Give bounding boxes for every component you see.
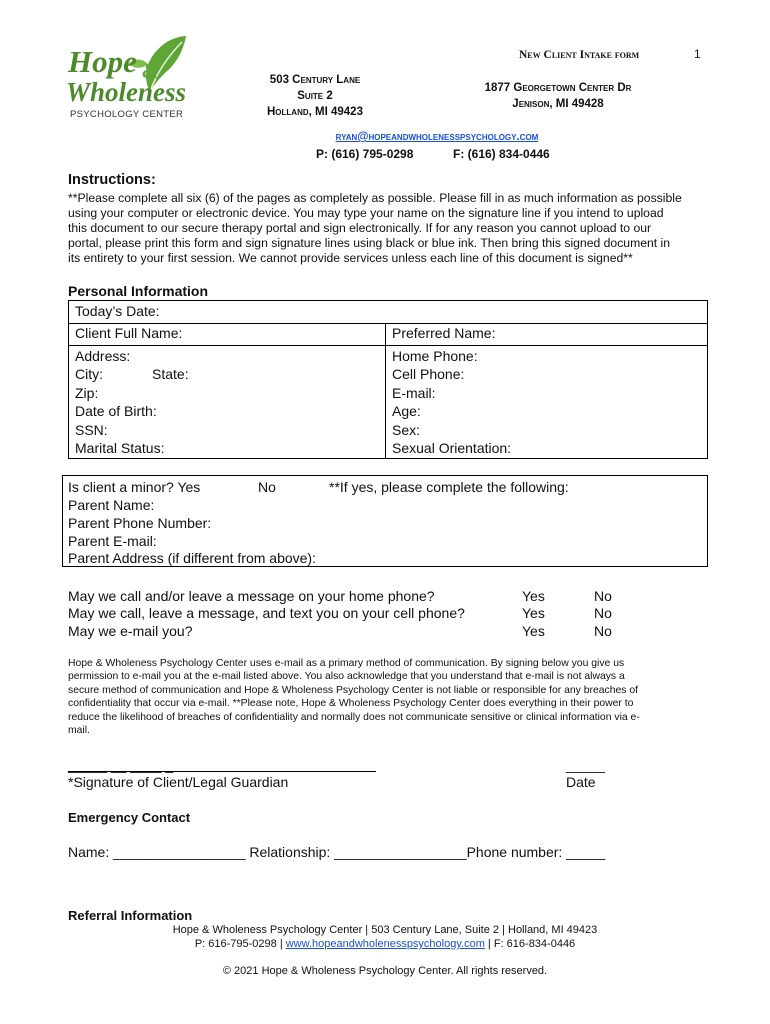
minor-no-option[interactable]: No	[258, 479, 276, 495]
footer-contact	[0, 938, 770, 951]
client-full-name-field[interactable]: Client Full Name:	[75, 325, 183, 341]
address-holland-line1: 503 Century Lane	[269, 74, 361, 86]
city-field[interactable]: City:	[75, 366, 103, 382]
address-jenison-line1: 1877 Georgetown Center Dr	[484, 82, 632, 94]
instructions-line: **Please complete all six (6) of the pages as completely as possible. Please fill in as much information as possible	[68, 191, 682, 205]
signature-underline: _____ __ ____ _	[68, 757, 174, 773]
table-divider	[68, 345, 708, 346]
instructions-heading: Instructions:	[68, 172, 156, 188]
instructions-line: its entirety to your first session. We cannot provide services unless each line of this document is signed**	[68, 251, 633, 265]
email-notice-line: mail.	[68, 725, 90, 737]
dob-field[interactable]: Date of Birth:	[75, 403, 157, 419]
logo-word-wholeness: Wholeness	[66, 77, 187, 107]
address-jenison-line2: Jenison, MI 49428	[512, 98, 604, 110]
email-notice-line: secure method of communication and Hope & Wholeness Psychology Center is not liable or responsible for any breaches of	[68, 684, 639, 696]
contact-home-no[interactable]: No	[594, 588, 612, 604]
minor-note: **If yes, please complete the following:	[329, 479, 569, 495]
emergency-contact-fields[interactable]: Name: _________________ Relationship: _________________Phone number: _____	[68, 844, 606, 860]
todays-date-field[interactable]: Today’s Date:	[75, 303, 160, 319]
contact-cell-yes[interactable]: Yes	[522, 605, 545, 621]
logo-ampersand: &	[142, 58, 160, 83]
contact-cell-no[interactable]: No	[594, 605, 612, 621]
cell-phone-field[interactable]: Cell Phone:	[392, 366, 465, 382]
date-line[interactable]: _____	[566, 757, 605, 773]
instructions-line: portal, please print this form and sign signature lines using black or blue ink. Then bring this signed document in	[68, 236, 671, 250]
email-notice-line: permission to e-mail you at the e-mail listed above. You also acknowledge that you understand that e-mail is not always a	[68, 671, 625, 683]
state-field[interactable]: State:	[152, 366, 189, 382]
footer-copyright: © 2021 Hope & Wholeness Psychology Center. All rights reserved.	[222, 965, 548, 977]
form-title: New Client Intake form	[519, 49, 640, 61]
address-field[interactable]: Address:	[75, 348, 131, 364]
email-link[interactable]: ryan@hopeandwholenesspsychology.com	[335, 131, 539, 143]
marital-status-field[interactable]: Marital Status:	[75, 440, 165, 456]
logo-word-hope: Hope	[68, 44, 137, 79]
email-notice-line: Hope & Wholeness Psychology Center uses e-mail as a primary method of communication. By signing below you give us	[68, 658, 625, 669]
zip-field[interactable]: Zip:	[75, 385, 99, 401]
address-holland-line3: Holland, MI 49423	[267, 106, 363, 118]
address-holland-line2: Suite 2	[297, 90, 333, 102]
contact-email-yes[interactable]: Yes	[522, 623, 545, 639]
phone-number: P: (616) 795-0298	[316, 147, 414, 161]
footer-website-link[interactable]: www.hopeandwholenesspsychology.com	[285, 938, 485, 950]
sex-field[interactable]: Sex:	[392, 422, 421, 438]
address-holland	[240, 72, 390, 120]
logo-subtitle: PSYCHOLOGY CENTER	[70, 109, 184, 120]
footer-phone: P: 616-795-0298 |	[194, 938, 286, 950]
home-phone-field[interactable]: Home Phone:	[392, 348, 478, 364]
personal-info-heading: Personal Information	[68, 283, 209, 299]
age-field[interactable]: Age:	[392, 403, 421, 419]
parent-email-field[interactable]: Parent E-mail:	[68, 533, 157, 549]
contact-question-email: May we e-mail you?	[68, 623, 193, 639]
footer-address: Hope & Wholeness Psychology Center | 503 Century Lane, Suite 2 | Holland, MI 49423	[172, 924, 598, 936]
date-label: Date	[566, 774, 596, 790]
referral-info-heading: Referral Information	[68, 908, 193, 923]
minor-question[interactable]: Is client a minor? Yes	[68, 479, 201, 495]
ssn-field[interactable]: SSN:	[75, 422, 108, 438]
instructions-text	[68, 191, 708, 266]
parent-phone-field[interactable]: Parent Phone Number:	[68, 515, 212, 531]
email-notice-line: reduce the likelihood of breaches of confidentiality and normally does not communicate sensitive or clinical information via e-	[68, 711, 640, 723]
preferred-name-field[interactable]: Preferred Name:	[392, 325, 496, 341]
sexual-orientation-field[interactable]: Sexual Orientation:	[392, 440, 512, 456]
contact-question-cell: May we call, leave a message, and text you on your cell phone?	[68, 605, 465, 621]
footer-fax: | F: 616-834-0446	[484, 938, 576, 950]
contact-question-home: May we call and/or leave a message on your home phone?	[68, 588, 435, 604]
email-notice-line: confidentiality that occur via e-mail. **Please note, Hope & Wholeness Psychology Center does everything in their power to	[68, 698, 634, 710]
signature-label: *Signature of Client/Legal Guardian	[68, 774, 289, 790]
parent-address-field[interactable]: Parent Address (if different from above):	[68, 550, 316, 566]
emergency-contact-heading: Emergency Contact	[68, 810, 191, 825]
email-field[interactable]: E-mail:	[392, 385, 436, 401]
address-jenison	[460, 80, 656, 112]
instructions-line: this document to our secure therapy portal and sign electronically. If for any reason you cannot upload to our	[68, 221, 652, 235]
fax-number: F: (616) 834-0446	[453, 147, 550, 161]
parent-name-field[interactable]: Parent Name:	[68, 497, 155, 513]
instructions-line: using your computer or electronic device. You may type your name on the signature line if you intend to upload	[68, 206, 664, 220]
table-column-divider	[385, 323, 386, 459]
contact-home-yes[interactable]: Yes	[522, 588, 545, 604]
contact-email-no[interactable]: No	[594, 623, 612, 639]
page-number: 1	[694, 47, 701, 61]
email-notice	[68, 657, 708, 737]
